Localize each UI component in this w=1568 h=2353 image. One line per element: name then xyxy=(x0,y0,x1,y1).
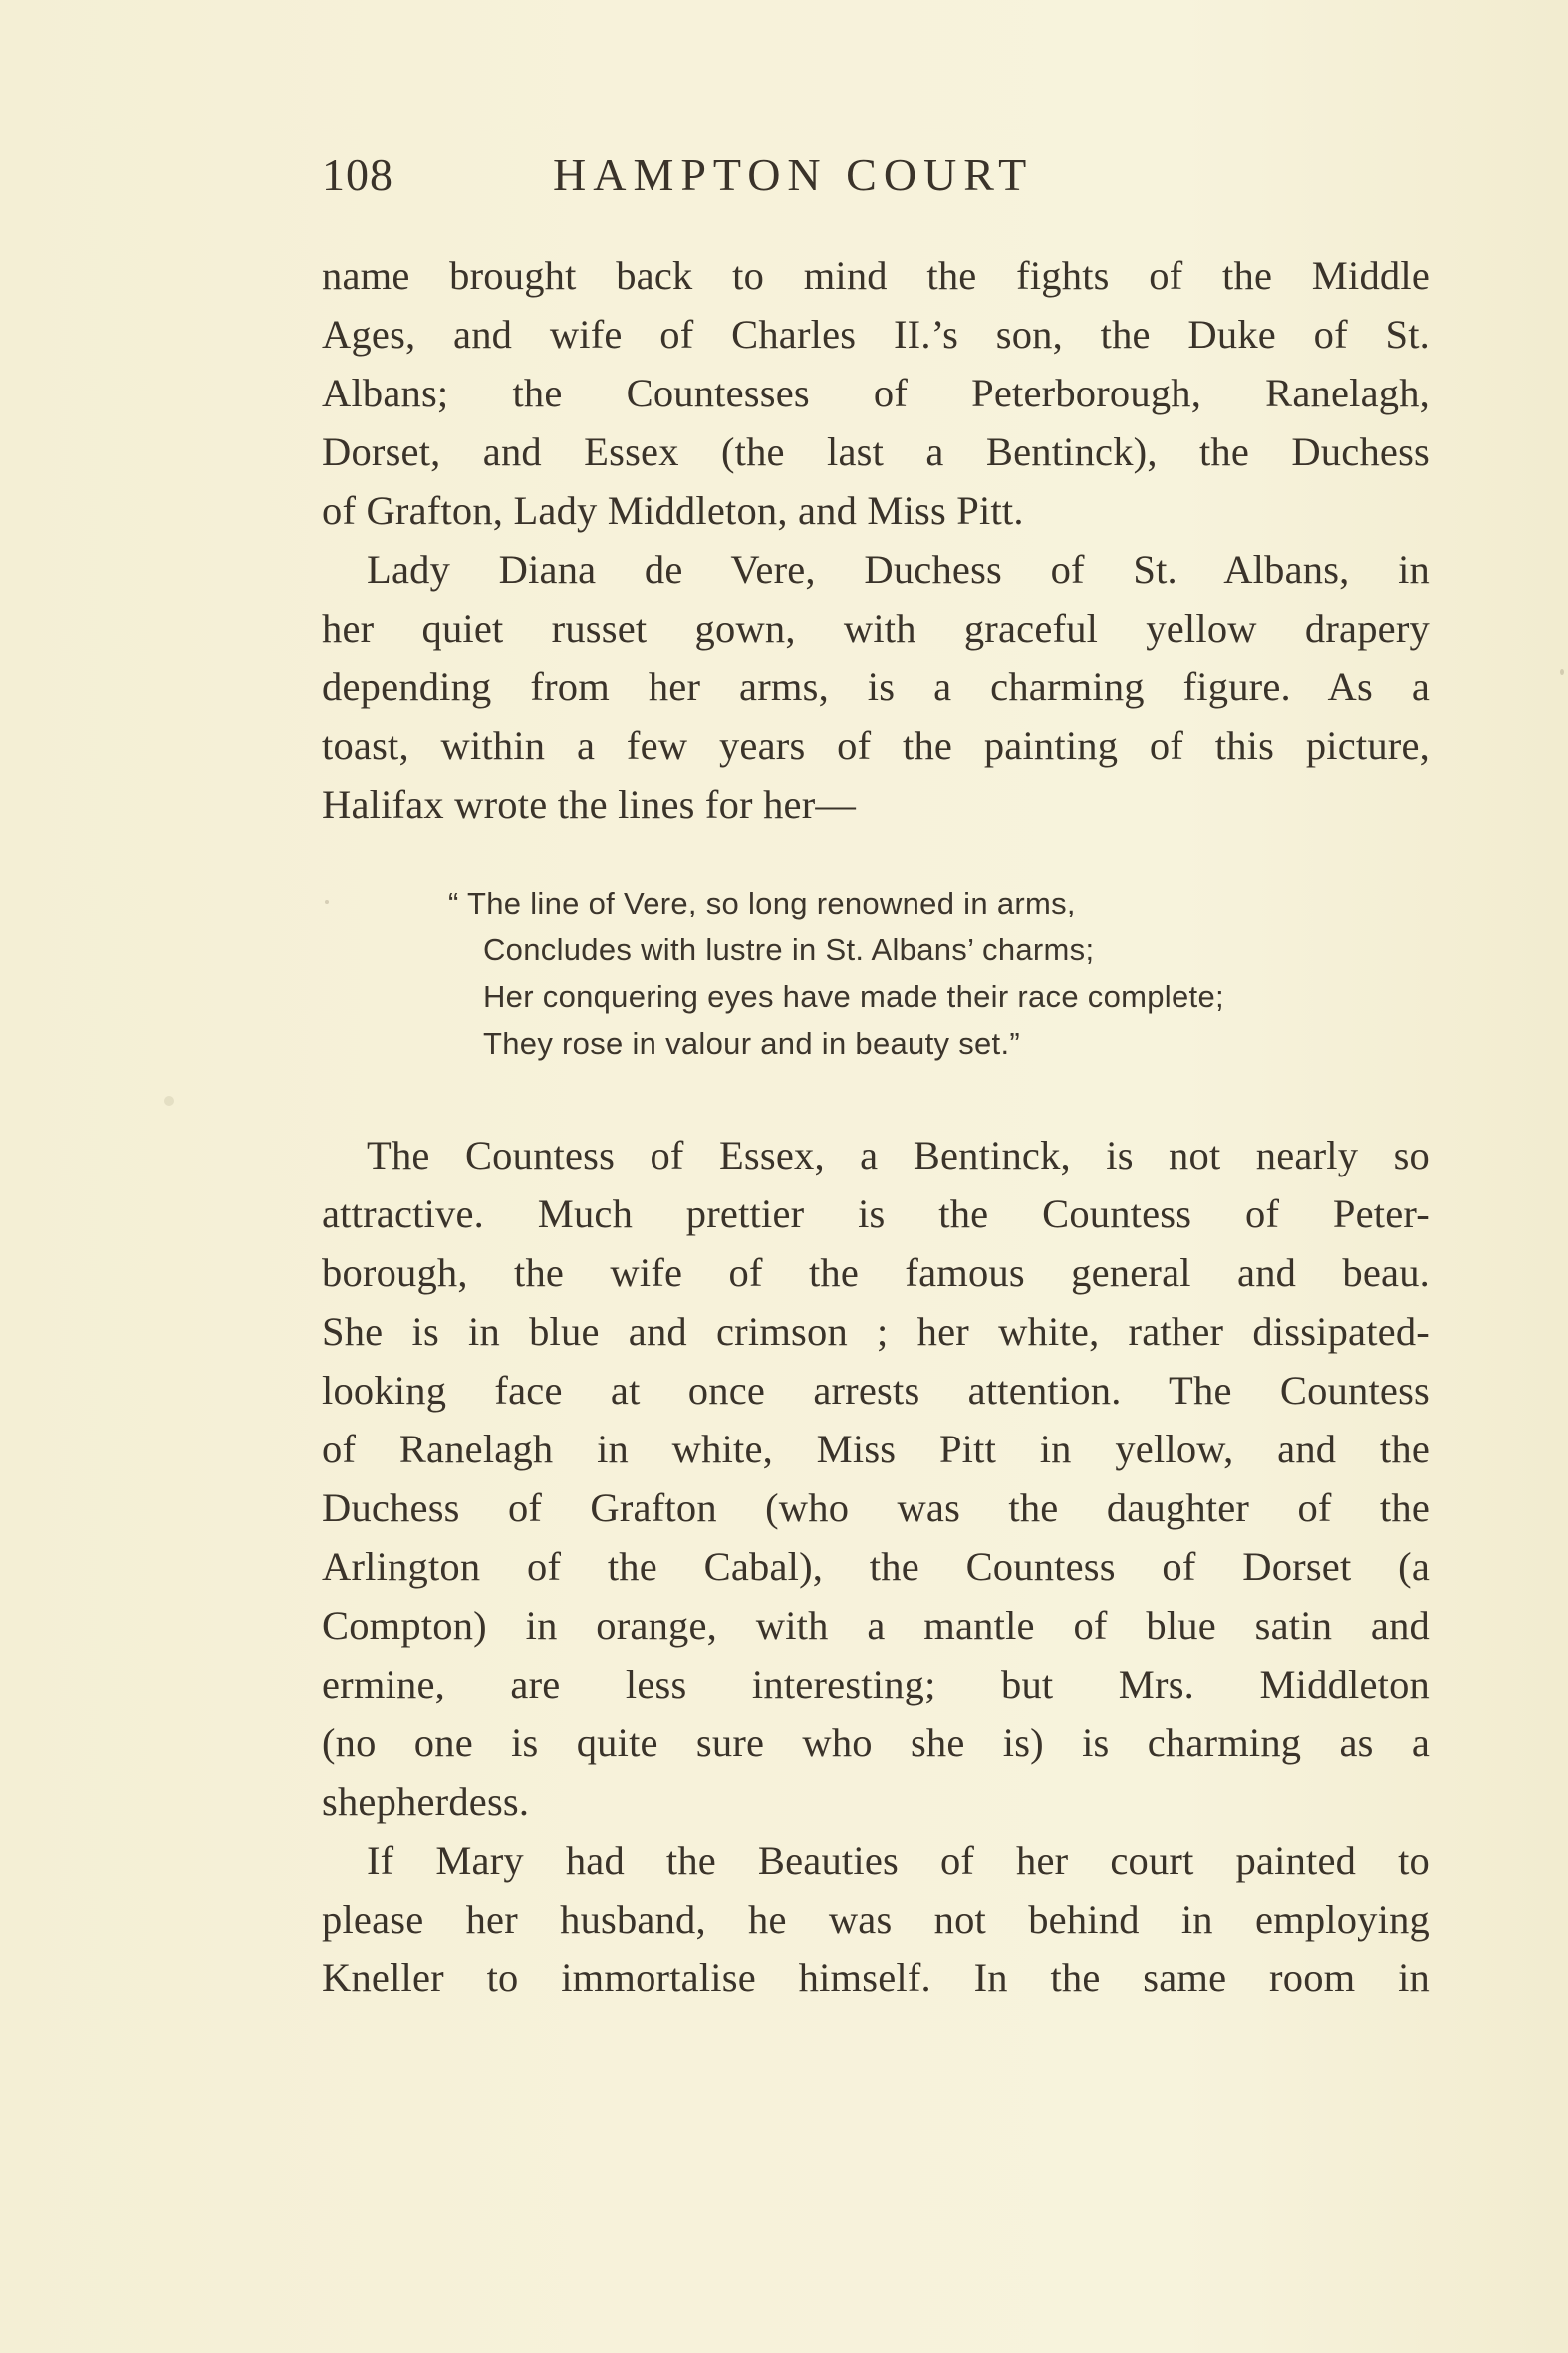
paper-speck xyxy=(1560,669,1564,675)
text-line: shepherdess. xyxy=(322,1779,530,1824)
text-line: Lady Diana de Vere, Duchess of St. Albans, in xyxy=(367,547,1430,592)
text-line: The Countess of Essex, a Bentinck, is not nearly so xyxy=(367,1133,1430,1177)
text-line: depending from her arms, is a charming figure. As a xyxy=(322,664,1430,709)
text-line: looking face at once arrests attention. The Countess xyxy=(322,1368,1430,1413)
text-line: please her husband, he was not behind in employing xyxy=(322,1897,1430,1942)
paragraph-4 xyxy=(322,1831,1430,2007)
text-line: Arlington of the Cabal), the Countess of Dorset (a xyxy=(322,1544,1430,1589)
page-number: 108 xyxy=(322,149,393,200)
text-line: Dorset, and Essex (the last a Bentinck), the Duchess xyxy=(322,429,1430,474)
running-head: HAMPTON COURT xyxy=(553,149,1034,200)
text-line: of Grafton, Lady Middleton, and Miss Pitt. xyxy=(322,488,1024,533)
text-line: Ages, and wife of Charles II.’s son, the Duke of St. xyxy=(322,312,1430,357)
verse-line: “ The line of Vere, so long renowned in arms, xyxy=(448,886,1076,920)
text-line: name brought back to mind the fights of the Middle xyxy=(322,253,1430,298)
verse-line: They rose in valour and in beauty set.” xyxy=(483,1026,1020,1061)
text-line: She is in blue and crimson ; her white, rather dissipated- xyxy=(322,1309,1430,1354)
verse-quotation xyxy=(448,880,1405,1067)
verse-line: Her conquering eyes have made their race complete; xyxy=(483,979,1224,1014)
text-line: attractive. Much prettier is the Countess of Peter- xyxy=(322,1191,1430,1236)
page-header xyxy=(322,145,1175,205)
text-line: (no one is quite sure who she is) is charming as a xyxy=(322,1720,1430,1765)
verse-line: Concludes with lustre in St. Albans’ charms; xyxy=(483,932,1095,967)
text-line: Albans; the Countesses of Peterborough, Ranelagh, xyxy=(322,371,1430,415)
paragraph-2 xyxy=(322,540,1430,834)
text-line: borough, the wife of the famous general and beau. xyxy=(322,1250,1430,1295)
text-line: ermine, are less interesting; but Mrs. Middleton xyxy=(322,1662,1430,1706)
text-line: toast, within a few years of the painting of this picture, xyxy=(322,723,1430,768)
paragraph-1 xyxy=(322,246,1430,540)
text-line: of Ranelagh in white, Miss Pitt in yellow, and the xyxy=(322,1427,1430,1471)
paper-speck xyxy=(164,1096,174,1106)
paper-speck xyxy=(325,900,329,904)
text-line: Halifax wrote the lines for her— xyxy=(322,782,857,827)
paragraph-3 xyxy=(322,1126,1430,1831)
text-line: If Mary had the Beauties of her court painted to xyxy=(367,1838,1430,1883)
text-line: her quiet russet gown, with graceful yellow drapery xyxy=(322,606,1430,651)
text-line: Kneller to immortalise himself. In the same room in xyxy=(322,1956,1430,2000)
text-line: Duchess of Grafton (who was the daughter of the xyxy=(322,1485,1430,1530)
text-line: Compton) in orange, with a mantle of blue satin and xyxy=(322,1603,1430,1648)
